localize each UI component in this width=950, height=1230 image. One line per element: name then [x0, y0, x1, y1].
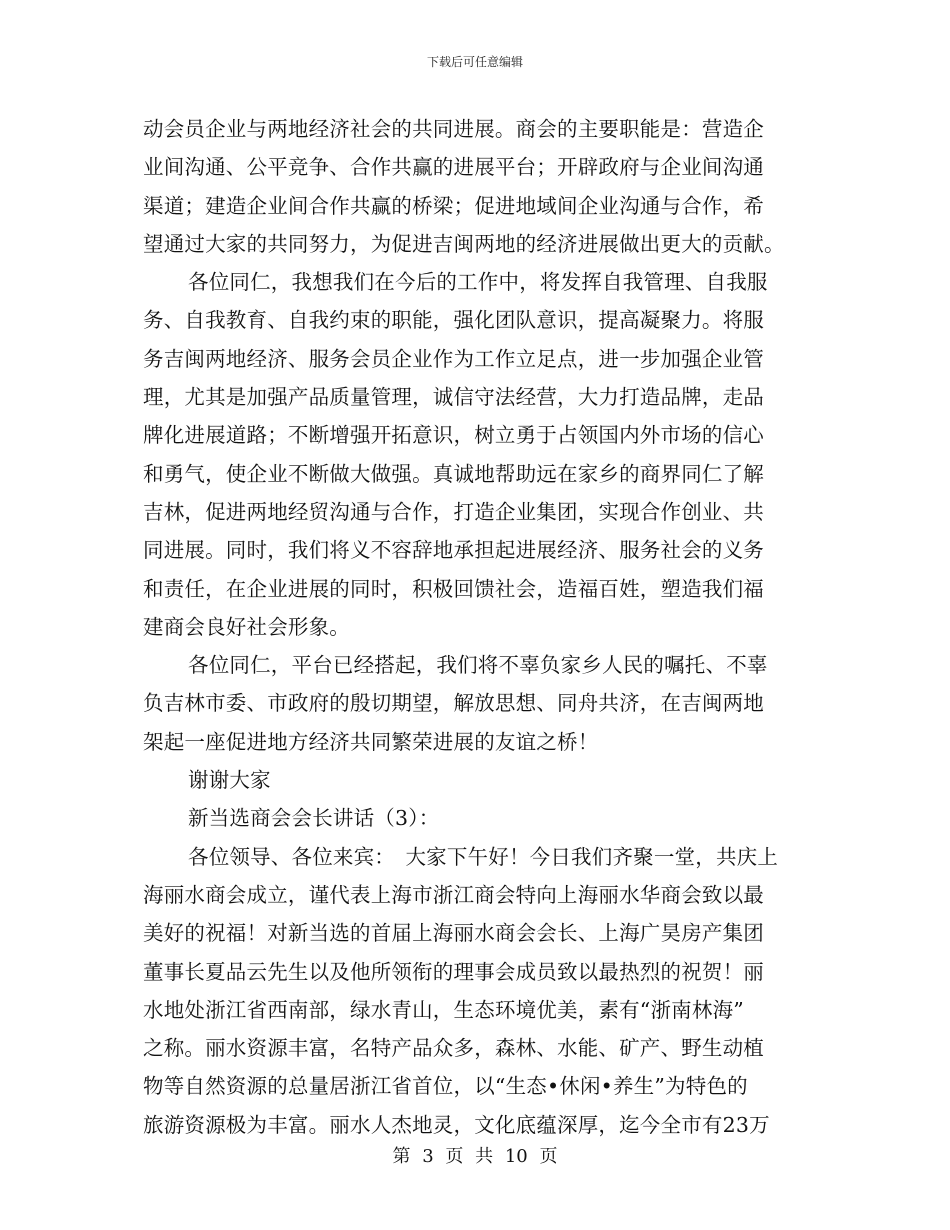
closing-line: 谢谢大家 — [188, 768, 271, 793]
text-line: 务吉闽两地经济、服务会员企业作为工作立足点，进一步加强企业管 — [143, 346, 764, 371]
text-line: 和责任，在企业进展的同时，积极回馈社会，造福百姓，塑造我们福 — [143, 576, 764, 601]
text-line: 和勇气，使企业不断做大做强。真诚地帮助远在家乡的商界同仁了解 — [143, 461, 764, 486]
text-line: 理，尤其是加强产品质量管理，诚信守法经营，大力打造品牌，走品 — [143, 385, 764, 410]
text-line: 架起一座促进地方经济共同繁荣进展的友谊之桥！ — [143, 729, 599, 754]
text-line: 业间沟通、公平竞争、合作共赢的进展平台；开辟政府与企业间沟通 — [143, 155, 764, 180]
text-line: 负吉林市委、市政府的殷切期望，解放思想、同舟共济，在吉闽两地 — [143, 691, 764, 716]
paragraph-start-line: 各位领导、各位来宾： 大家下午好！今日我们齐聚一堂，共庆上 — [188, 844, 779, 869]
text-line: 物等自然资源的总量居浙江省首位，以“生态•休闲•养生”为特色的 — [143, 1074, 748, 1099]
paragraph-start-line: 各位同仁，我想我们在今后的工作中，将发挥自我管理、自我服 — [188, 270, 768, 295]
text-line: 海丽水商会成立，谨代表上海市浙江商会特向上海丽水华商会致以最 — [143, 882, 764, 907]
text-line: 水地处浙江省西南部，绿水青山，生态环境优美，素有“浙南林海” — [143, 997, 744, 1022]
body-text — [143, 110, 813, 1144]
paragraph-start-line: 各位同仁，平台已经搭起，我们将不辜负家乡人民的嘱托、不辜 — [188, 653, 768, 678]
page-number: 第 3 页 共 10 页 — [392, 1146, 558, 1167]
text-line: 吉林，促进两地经贸沟通与合作，打造企业集团，实现合作创业、共 — [143, 499, 764, 524]
section-heading: 新当选商会会长讲话（3）： — [188, 806, 440, 831]
text-line: 牌化进展道路；不断增强开拓意识，树立勇于占领国内外市场的信心 — [143, 423, 764, 448]
text-line: 建商会良好社会形象。 — [143, 614, 350, 639]
text-line: 旅游资源极为丰富。丽水人杰地灵，文化底蕴深厚，迄今全市有23万 — [143, 1112, 770, 1137]
text-line: 动会员企业与两地经济社会的共同进展。商会的主要职能是：营造企 — [143, 117, 764, 141]
text-line: 之称。丽水资源丰富，名特产品众多，森林、水能、矿产、野生动植 — [143, 1036, 764, 1061]
text-line: 望通过大家的共同努力，为促进吉闽两地的经济进展做出更大的贡献。 — [143, 231, 785, 256]
text-line: 渠道；建造企业间合作共赢的桥梁；促进地域间企业沟通与合作，希 — [143, 193, 764, 218]
text-line: 同进展。同时，我们将义不容辞地承担起进展经济、服务社会的义务 — [143, 538, 764, 563]
text-line: 务、自我教育、自我约束的职能，强化团队意识，提高凝聚力。将服 — [143, 308, 764, 333]
text-line: 美好的祝福！对新当选的首届上海丽水商会会长、上海广昊房产集团 — [143, 921, 764, 946]
text-line: 董事长夏品云先生以及他所领衔的理事会成员致以最热烈的祝贺！丽 — [143, 959, 764, 984]
header-note: 下载后可任意编辑 — [426, 55, 523, 69]
